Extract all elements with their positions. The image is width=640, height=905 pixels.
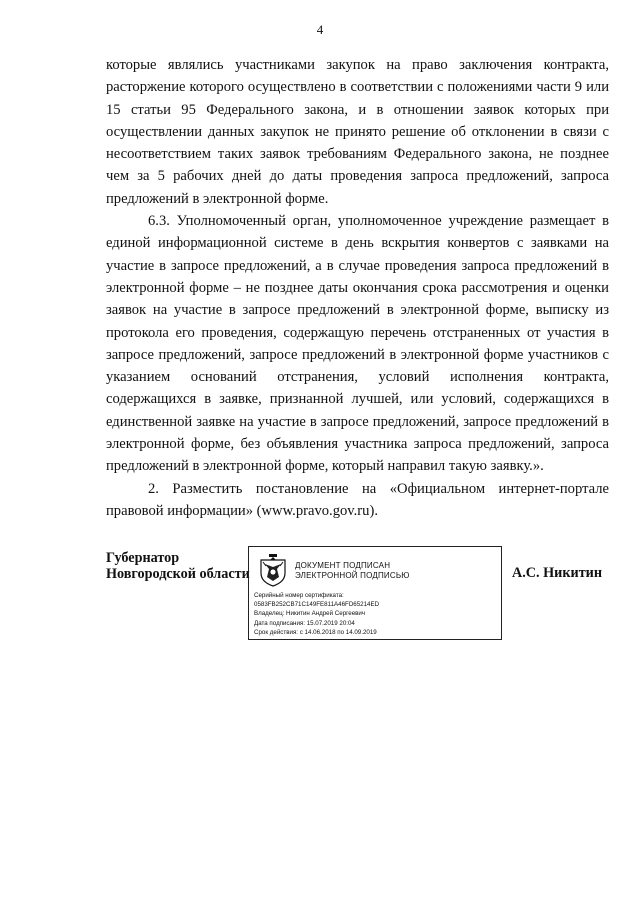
certificate-details: [254, 591, 499, 637]
stamp-header: [295, 561, 495, 581]
signatory-name: А.С. Никитин: [512, 565, 603, 581]
document-body: [106, 54, 609, 522]
stamp-header-line1: ДОКУМЕНТ ПОДПИСАН: [295, 561, 391, 570]
signatory-position: Губернатор: [106, 550, 180, 566]
certificate-validity: Срок действия: с 14.06.2018 по 14.09.2019: [254, 628, 377, 636]
stamp-header-line2: ЭЛЕКТРОННОЙ ПОДПИСЬЮ: [295, 571, 410, 580]
paragraph-continuation: которые являлись участниками закупок на право заключения контракта, расторжение которого осуществлено в соответствии с положениями части 9 или 15 статьи 95 Федерального закона, и в отношении заявок которых при осуществлении данных закупок не принято решение об отклонении в связи с несоответствием таких заявок требованиям Федерального закона, не позднее чем за 5 рабочих дней до даты проведения запроса предложений, запроса предложений в электронной форме.: [106, 57, 609, 207]
signing-date: Дата подписания: 15.07.2019 20:04: [254, 619, 355, 627]
page-number: 4: [316, 22, 324, 37]
paragraph-2: 2. Разместить постановление на «Официальном интернет-портале правовой информации» (www.pravo.gov.ru).: [106, 480, 609, 519]
signatory-region: Новгородской области: [106, 566, 250, 582]
electronic-signature-stamp: [248, 546, 502, 640]
serial-value: 0583FB252CB71C149FE811A46FD65214ED: [254, 601, 380, 609]
serial-label: Серийный номер сертификата:: [254, 592, 344, 599]
coat-of-arms-icon: [257, 553, 289, 587]
signatory-title: [106, 550, 250, 582]
paragraph-6-3: 6.3. Уполномоченный орган, уполномоченное учреждение размещает в единой информационной системе в день вскрытия конвертов с заявками на участие в запросе предложений, а в случае проведения запроса предложений в электронной форме – не позднее даты окончания срока рассмотрения и оценки заявок на участие в запросе предложений в электронной форме, выписку из протокола его проведения, содержащую перечень отстраненных от участия в запросе предложений, запросе предложений в электронной форме участников с указанием оснований отстранения, условий исполнения контракта, содержащихся в заявке, признанной лучшей, или условий, содержащихся в единственной заявке на участие в запросе предложений, запросе предложений в электронной форме, без объявления участника запроса предложений, запроса предложений в электронной форме, который направил такую заявку.».: [106, 213, 609, 475]
certificate-owner: Владелец: Никитин Андрей Сергеевич: [254, 610, 366, 618]
